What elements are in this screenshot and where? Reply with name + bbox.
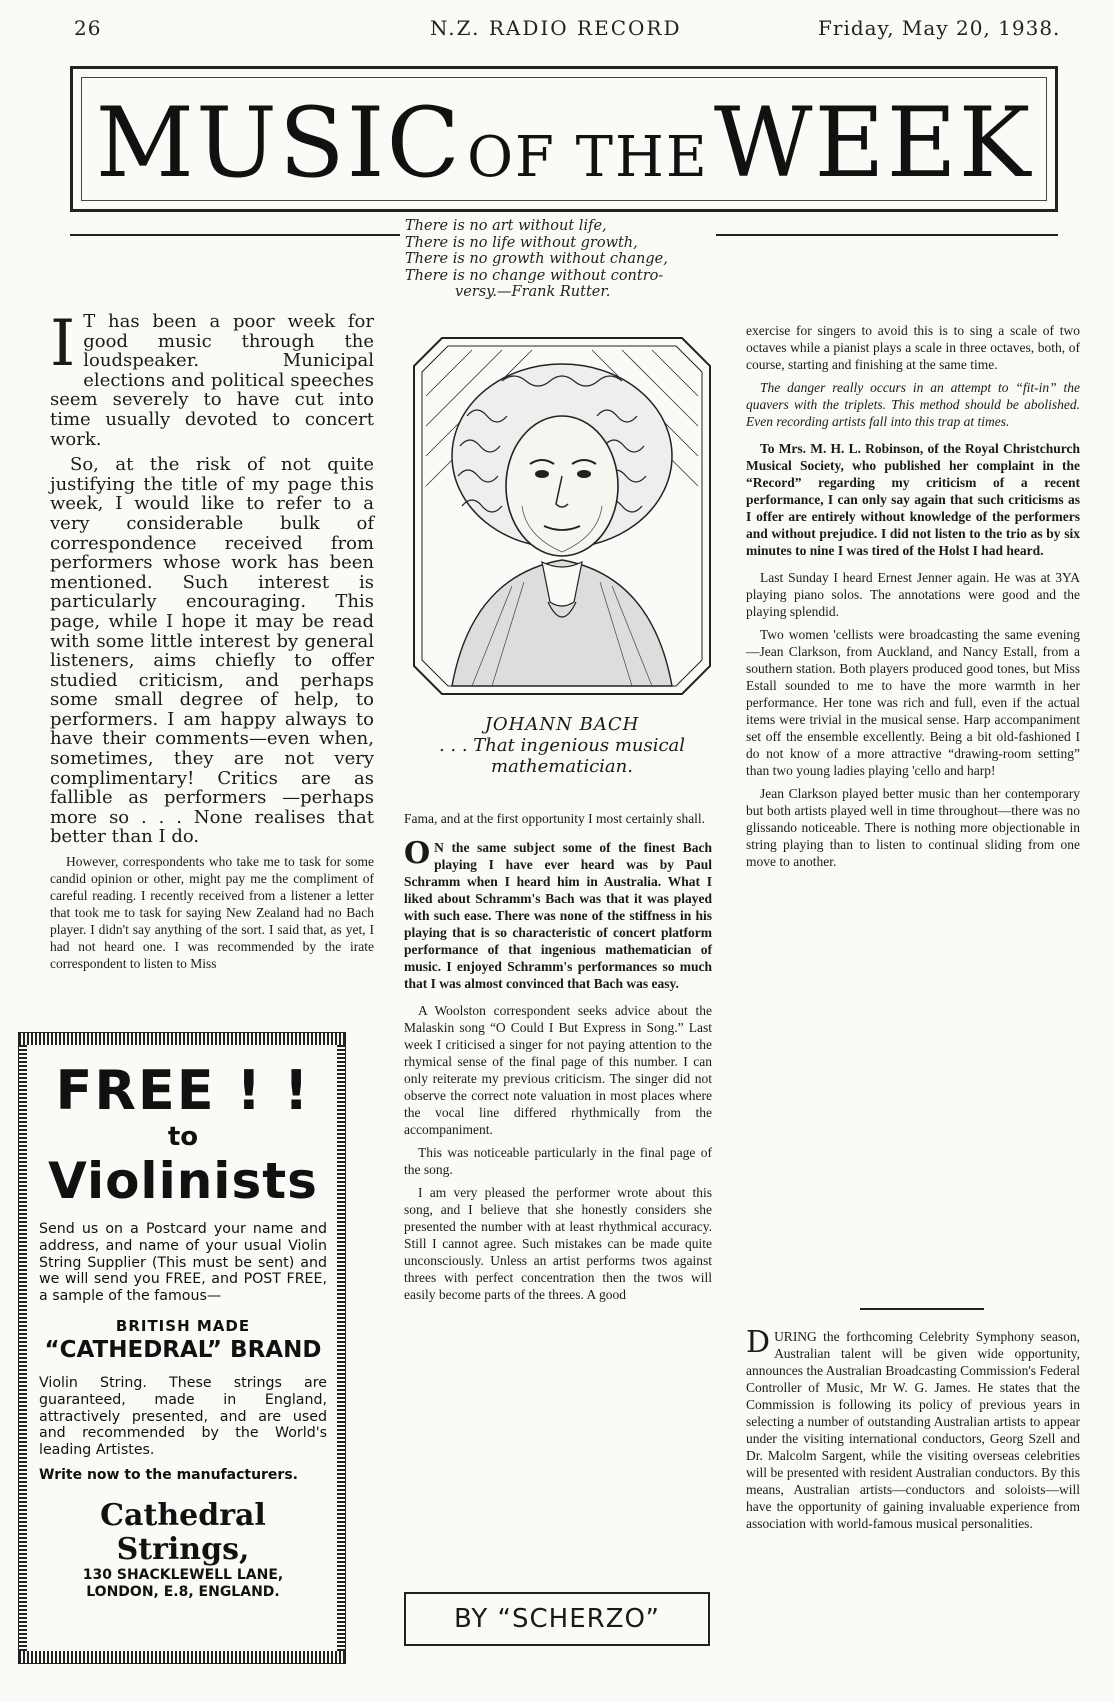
masthead: [70, 66, 1058, 212]
ad-call-to-action: Write now to the manufacturers.: [39, 1466, 298, 1483]
epigraph-line: There is no change without contro-: [405, 267, 664, 284]
right-paragraph-4: Last Sunday I heard Ernest Jenner again. He was at 3YA playing piano solos. The annotations were good and the playing splendid.: [746, 570, 1080, 619]
publication-name: N.Z. RADIO RECORD: [430, 16, 682, 40]
drop-cap: D: [746, 1325, 771, 1360]
ad-brand-name: “CATHEDRAL” BRAND: [44, 1336, 322, 1363]
right-paragraph-2: The danger really occurs in an attempt to “fit-in” the quavers with the triplets. This method should be abolished. Even recording artists fall into this trap at times.: [746, 380, 1080, 429]
right-column: [746, 322, 1080, 876]
page-number: 26: [74, 16, 102, 40]
epigraph-line: There is no growth without change,: [405, 251, 668, 267]
masthead-title: [73, 87, 1055, 199]
left-column: [50, 307, 374, 978]
ad-company-name: Cathedral Strings,: [100, 1497, 266, 1567]
bach-portrait-illustration: [412, 336, 712, 696]
right-paragraph-1: exercise for singers to avoid this is to sing a scale of two octaves while a pianist plays a scale in three octaves, both, of course, starting and finishing at the same time.: [746, 323, 1080, 372]
drop-cap: I: [50, 307, 76, 381]
middle-paragraph-4: This was noticeable particularly in the final page of the song.: [404, 1145, 712, 1177]
caption-name: JOHANN BACH: [484, 714, 640, 735]
epigraph-line: versy.—Frank Rutter.: [455, 284, 611, 300]
drop-cap: O: [404, 836, 431, 871]
ad-violinists-heading: Violinists: [48, 1152, 318, 1210]
middle-column: [404, 810, 712, 1309]
byline-box: BY “SCHERZO”: [404, 1592, 710, 1646]
ad-offer-text: Send us on a Postcard your name and address, and name of your usual Violin String Supplier (This must be sent) and we will send you FREE, and POST FREE, a sample of the famous—: [39, 1221, 327, 1305]
ad-british-made: BRITISH MADE: [115, 1316, 251, 1335]
section-divider: [860, 1308, 984, 1310]
right-paragraph-3: To Mrs. M. H. L. Robinson, of the Royal Christchurch Musical Society, who published her complaint in the “Record” regarding my criticism of a recent performance, I can only say again that such criticisms as I offer are entirely without knowledge of the performers and without prejudice. I did not listen to the trio as by six minutes to nine I was tired of the Holst I had heard.: [746, 441, 1080, 558]
epigraph-rule-left: [70, 234, 400, 236]
middle-paragraph-2: O N the same subject some of the finest Bach playing I have ever heard was by Paul Schramm when I heard him in Australia. What I liked about Schramm's Bach was that it was played with such ease. There was none of the stiffness in his playing that is so characteristic of concert platform performance of that ingenious mathematician of music. I enjoyed Schramm's performances so much that I was almost convinced that Bach was easy.: [404, 836, 712, 991]
right-paragraph-5: Two women 'cellists were broadcasting the same evening—Jean Clarkson, from Auckland, and Nancy Estall, from a southern station. Both players produced good tones, but Miss Estall sounded to me to have the more warmth in her performance. Her tone was rich and full, even if the actual items were trivial in the musical sense. Harp accompaniment set off the ensemble excellently. Being a bit old-fashioned I do not know of a more attractive “drawing-room setting” than two young ladies playing 'cello and harp!: [746, 627, 1080, 778]
epigraph: [405, 218, 725, 301]
ad-address-line-1: 130 SHACKLEWELL LANE,: [82, 1566, 284, 1583]
middle-paragraph-5: I am very pleased the performer wrote about this song, and I believe that she honestly considers she presented the number with at least rhythmical accuracy. Still I cannot agree. Such mistakes can be made quite unconsciously. Unless an artist performs twos against threes with perfect concentration then the twos will easily become parts of the threes. A good: [404, 1185, 712, 1302]
issue-date: Friday, May 20, 1938.: [818, 16, 1061, 40]
epigraph-rule-right: [716, 234, 1058, 236]
cathedral-strings-advert: [18, 1032, 346, 1664]
masthead-word-music: MUSIC: [95, 87, 462, 199]
right-paragraph-6: Jean Clarkson played better music than her contemporary but both artists played well in time throughout—there was no glissando noticeable. There is nothing more objectionable in string playing than to listen to continual sliding from one move to another.: [746, 786, 1080, 869]
ad-description: Violin String. These strings are guaranteed, made in England, attractively presented, and are used and recommended by the World's leading Artistes.: [39, 1374, 327, 1459]
ad-address-line-2: LONDON, E.8, ENGLAND.: [86, 1583, 280, 1600]
masthead-word-week: WEEK: [713, 87, 1033, 199]
middle-paragraph-3: A Woolston correspondent seeks advice about the Malaskin song “O Could I But Express in Song.” Last week I criticised a singer for not paying attention to the rhymical sense of the final page of this number. I can only reiterate my previous criticism. The singer did not observe the correct note valuation in most places where the vocal line differed rhythmically from the accompaniment.: [404, 1003, 712, 1137]
portrait-caption: [412, 714, 712, 777]
left-paragraph-3: However, correspondents who take me to task for some candid opinion or other, might pay me the compliment of careful reading. I recently received from a listener a letter that took me to task for saying New Zealand had no Bach player. I didn't say anything of the sort. I said that, as yet, I had not heard one. I was recommended by the irate correspondent to listen to Miss: [50, 854, 374, 972]
left-paragraph-2: So, at the risk of not quite justifying the title of my page this week, I would like to refer to a very considerable bulk of correspondence received from performers whose work has been mentioned. Such interest is particularly encouraging. This page, while I hope it may be read with some little interest by general listeners, aims chiefly to offer studied criticism, and perhaps some small degree of help, to performers. I am happy always to have their comments—even when, sometimes, they are not very complimentary! Critics are as fallible as performers —perhaps more so . . . None realises that better than I do.: [50, 454, 374, 848]
middle-paragraph-1: Fama, and at the first opportunity I most certainly shall.: [404, 811, 706, 826]
ad-free-heading: FREE ! !: [55, 1059, 311, 1122]
ad-to: to: [167, 1122, 199, 1152]
epigraph-line: There is no life without growth,: [405, 234, 638, 251]
caption-subtitle: . . . That ingenious musical mathematician.: [438, 735, 686, 777]
epigraph-line: There is no art without life,: [405, 218, 607, 234]
left-paragraph-1: I T has been a poor week for good music through the loudspeaker. Municipal elections and political speeches seem severely to have cut into time usually devoted to concert work.: [50, 307, 374, 450]
right-column-lower: [746, 1325, 1080, 1538]
masthead-word-of-the: OF THE: [467, 125, 709, 190]
right-paragraph-7: DURING the forthcoming Celebrity Symphony season, Australian talent will be given wide opportunity, announces the Australian Broadcasting Commission's Federal Controller of Music, Mr W. G. James. He states that the Commission is following its policy of previous years in selecting a number of outstanding Australian artists to appear under the visiting international conductors, Georg Szell and Dr. Malcolm Sargent, while the visiting overseas celebrities will be presented with resident Australian conductors. By this means, Australian artists—conductors and soloists—will have the opportunity of gaining invaluable experience from association with world-famous musical personalities.: [746, 1325, 1080, 1531]
